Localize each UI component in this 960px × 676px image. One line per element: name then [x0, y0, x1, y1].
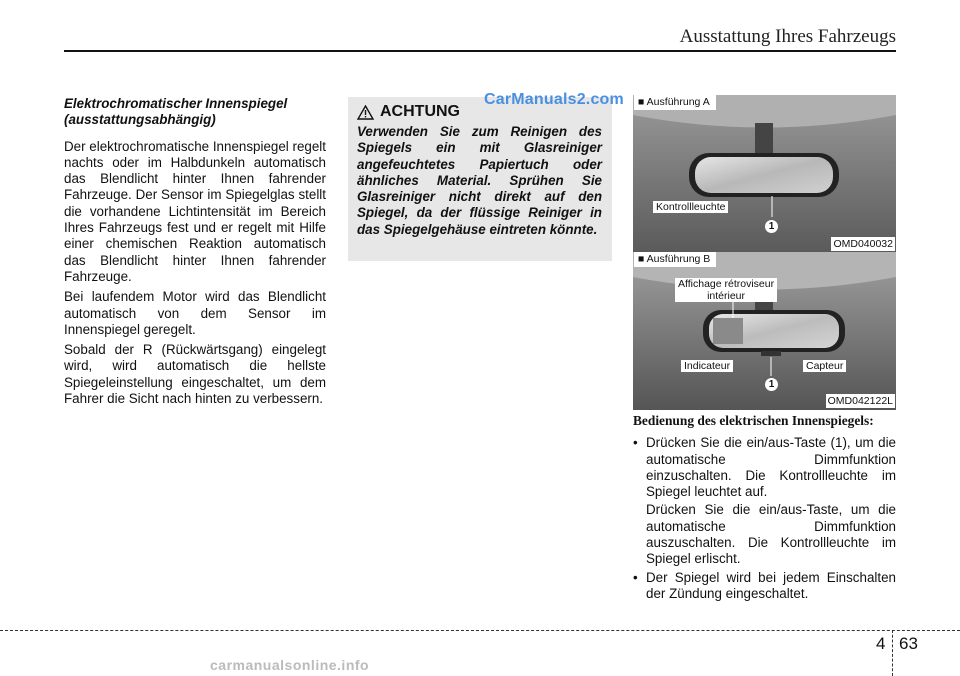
- figure-a-callout: 1: [765, 220, 778, 233]
- figure-a-code: OMD040032: [833, 238, 893, 250]
- running-header-title: Ausstattung Ihres Fahrzeugs: [679, 26, 896, 47]
- figure-b-label-display-line2: intérieur: [707, 290, 746, 302]
- paragraph-1: Der elektrochromatische Innenspiegel regelt nachts oder im Halbdunkeln automatisch das Blendlicht hinter Ihnen fahrender Fahrzeuge. Der Sensor im Spiegelglas stellt die vorhandene Lichtintensität im Bereich Ihres Fahrzeugs fest und er regelt mit Hilfe einer chemischen Reaktion automatisch das Blendlicht hinter Ihnen fahrender Fahrzeuge.: [64, 138, 327, 284]
- header-rule: [64, 50, 896, 52]
- section-subtitle: Elektrochromatischer Innenspiegel (ausstattungsabhängig): [64, 96, 288, 128]
- warning-text: Verwenden Sie zum Reinigen des Spiegels ein mit Glasreiniger angefeuchtetes Papiertuch oder ähnliches Material. Sprühen Sie Glasreiniger nicht direkt auf den Spiegel, da der flüssige Reiniger in das Spiegelgehäuse eintreten könnte.: [357, 124, 602, 237]
- warning-title: ACHTUNG: [380, 103, 460, 120]
- footer-watermark: carmanualsonline.info: [210, 657, 370, 673]
- footer-rule: [0, 630, 960, 631]
- figure-b-label-sensor: Capteur: [803, 360, 846, 372]
- watermark-logo: CarManuals2.com: [484, 91, 624, 108]
- footer-separator: [892, 630, 893, 676]
- figure-b-code: OMD042122L: [827, 395, 893, 407]
- figure-mirror-b: [633, 252, 896, 410]
- list-item: • Der Spiegel wird bei jedem Einschalten der Zündung eingeschaltet.: [633, 570, 896, 603]
- page-number: 63: [899, 634, 918, 653]
- warning-box: [348, 97, 612, 261]
- figure-b-label-indicator: Indicateur: [681, 360, 733, 372]
- chapter-number: 4: [876, 634, 886, 653]
- left-column: [64, 96, 326, 411]
- figure-a-tag: ■ Ausführung A: [634, 95, 716, 110]
- paragraph-2: Bei laufendem Motor wird das Blendlicht automatisch von dem Sensor im Innenspiegel geregelt.: [64, 289, 326, 337]
- operation-list-2: [633, 570, 896, 603]
- right-column: [633, 413, 896, 604]
- list-item-continuation: Drücken Sie die ein/aus-Taste, um die automatische Dimmfunktion auszuschalten. Die Kontrollleuchte im Spiegel erlischt.: [646, 502, 896, 567]
- operation-heading: Bedienung des elektrischen Innenspiegels:: [633, 413, 874, 428]
- figure-b-label-display: [675, 278, 777, 302]
- mirror-a-illustration: [633, 95, 896, 253]
- figure-b-callout: 1: [765, 378, 778, 391]
- figure-b-label-display-line1: Affichage rétroviseur: [678, 278, 775, 290]
- warning-triangle-icon: [357, 105, 374, 120]
- figure-a-label-indicator: Kontrollleuchte: [653, 201, 728, 213]
- figure-mirror-a: [633, 95, 896, 253]
- operation-list: [633, 435, 896, 500]
- figure-b-tag: ■ Ausführung B: [634, 252, 716, 267]
- paragraph-3: Sobald der R (Rückwärtsgang) eingelegt wird, wird automatisch die hellste Spiegeleinstellung eingeschaltet, um dem Fahrer die Sicht nach hinten zu verbessern.: [64, 342, 326, 407]
- list-item: • Drücken Sie die ein/aus-Taste (1), um die automatische Dimmfunktion einzuschalten. Die Kontrollleuchte im Spiegel leuchtet auf.: [633, 435, 896, 500]
